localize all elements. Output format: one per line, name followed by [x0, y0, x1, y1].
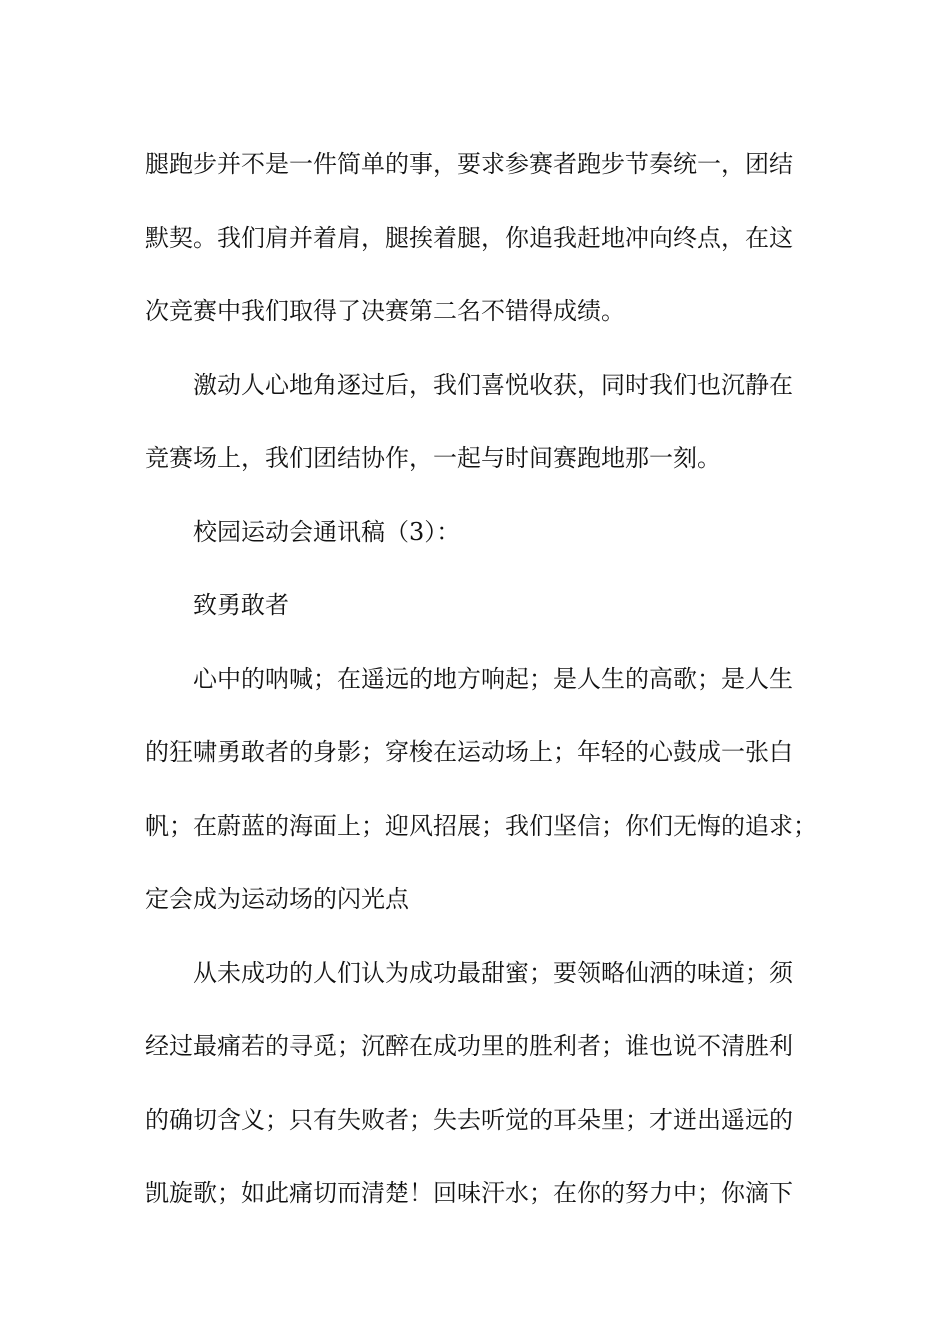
text-line: 经过最痛若的寻觅；沉醉在成功里的胜利者；谁也说不清胜利: [145, 1032, 793, 1060]
document-body: [145, 128, 825, 1231]
text-line: 心中的呐喊；在遥远的地方响起；是人生的高歌；是人生: [193, 664, 793, 693]
section-heading: 校园运动会通讯稿（3）：: [193, 517, 461, 546]
poem-title: 致勇敢者: [193, 591, 289, 619]
text-line: 次竞赛中我们取得了决赛第二名不错得成绩。: [145, 297, 625, 325]
text-line: 定会成为运动场的闪光点: [145, 885, 409, 913]
text-line: 竞赛场上，我们团结协作，一起与时间赛跑地那一刻。: [145, 444, 721, 472]
text-line: 帆；在蔚蓝的海面上；迎风招展；我们坚信；你们无悔的追求；: [145, 811, 817, 840]
text-line: 凯旋歌；如此痛切而清楚！回味汗水；在你的努力中；你滴下: [145, 1179, 793, 1207]
text-line: 默契。我们肩并着肩，腿挨着腿，你追我赶地冲向终点，在这: [145, 223, 793, 252]
text-line: 的狂啸勇敢者的身影；穿梭在运动场上；年轻的心鼓成一张白: [145, 738, 793, 766]
text-line: 从未成功的人们认为成功最甜蜜；要领略仙洒的味道；须: [193, 958, 793, 987]
text-line: 的确切含义；只有失败者；失去听觉的耳朵里；才迸出遥远的: [145, 1105, 793, 1134]
text-line: 腿跑步并不是一件简单的事，要求参赛者跑步节奏统一，团结: [145, 150, 793, 178]
text-line: 激动人心地角逐过后，我们喜悦收获，同时我们也沉静在: [193, 370, 793, 399]
